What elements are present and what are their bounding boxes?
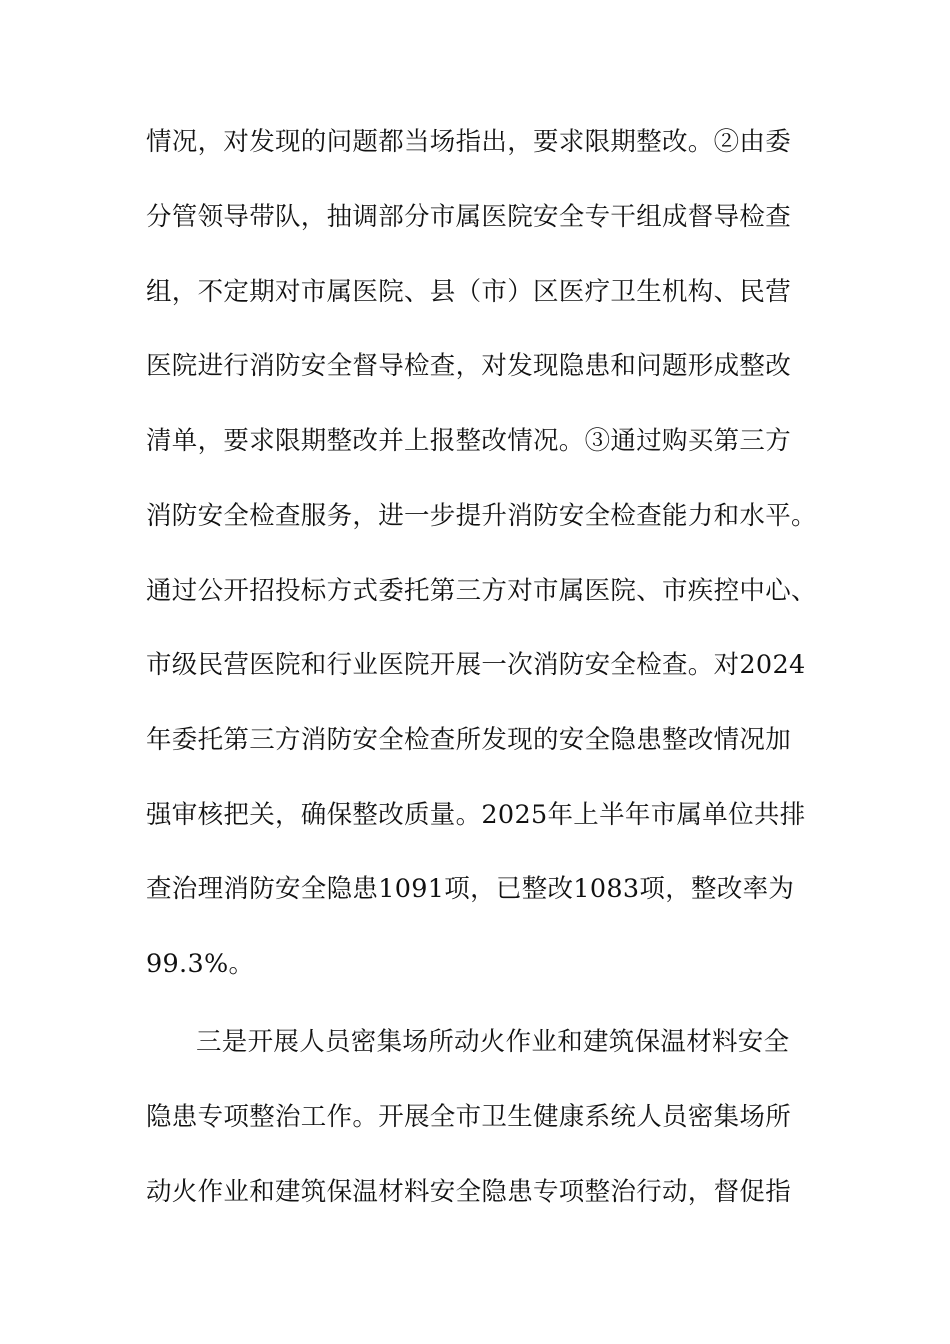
paragraph-1-line-12: 99.3%。 (146, 949, 255, 979)
paragraph-1-line-8: 市级民营医院和行业医院开展一次消防安全检查。对2024 (146, 650, 806, 680)
paragraph-1-line-5: 清单，要求限期整改并上报整改情况。③通过购买第三方 (146, 426, 792, 456)
paragraph-1-line-3: 组，不定期对市属医院、县（市）区医疗卫生机构、民营 (146, 277, 792, 307)
paragraph-1-line-7: 通过公开招投标方式委托第三方对市属医院、市疾控中心、 (146, 576, 817, 606)
paragraph-1-line-11: 查治理消防安全隐患1091项，已整改1083项，整改率为 (146, 874, 795, 904)
paragraph-1-line-10: 强审核把关，确保整改质量。2025年上半年市属单位共排 (146, 800, 806, 830)
paragraph-2-line-2: 隐患专项整治工作。开展全市卫生健康系统人员密集场所 (146, 1102, 792, 1132)
paragraph-2-line-1: 三是开展人员密集场所动火作业和建筑保温材料安全 (196, 1027, 790, 1057)
paragraph-2-line-3: 动火作业和建筑保温材料安全隐患专项整治行动，督促指 (146, 1177, 792, 1207)
paragraph-1-line-1: 情况，对发现的问题都当场指出，要求限期整改。②由委 (146, 127, 792, 157)
paragraph-1-line-9: 年委托第三方消防安全检查所发现的安全隐患整改情况加 (146, 725, 792, 755)
paragraph-1-line-2: 分管领导带队，抽调部分市属医院安全专干组成督导检查 (146, 202, 792, 232)
paragraph-1-line-6: 消防安全检查服务，进一步提升消防安全检查能力和水平。 (146, 501, 817, 531)
paragraph-1-line-4: 医院进行消防安全督导检查，对发现隐患和问题形成整改 (146, 351, 792, 381)
